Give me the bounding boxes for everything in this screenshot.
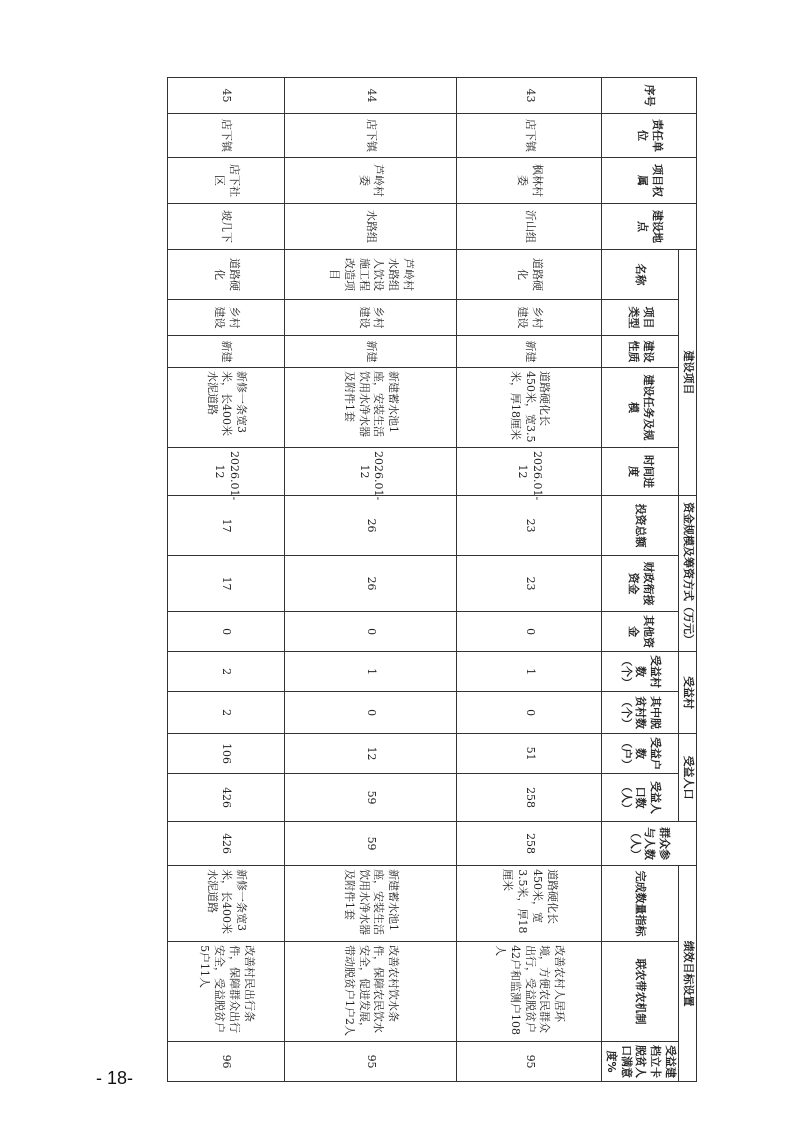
cell-content: 新建蓄水池1座，安装生活饮用水净水器及附件1套 (284, 368, 456, 448)
header-ownership: 项目权属 (601, 158, 696, 204)
cell-vill-count: 2 (168, 652, 285, 692)
cell-seq: 44 (284, 78, 456, 114)
header-group-project: 建设项目 (679, 250, 697, 496)
cell-population: 59 (284, 774, 456, 822)
cell-location: 坡几下 (168, 204, 285, 250)
cell-total: 17 (168, 496, 285, 556)
cell-satisfaction: 95 (457, 1042, 602, 1082)
cell-location: 沂山组 (457, 204, 602, 250)
cell-content: 道路硬化长450米，宽3.5米，厚18厘米 (457, 368, 602, 448)
cell-time: 2026.01-12 (457, 448, 602, 496)
cell-vill-poor: 2 (168, 692, 285, 734)
header-vill-count: 受益村数（个） (601, 652, 678, 692)
cell-mechanism: 改善村民出行条件，保障群众出行安全，受益脱贫户5户11人 (168, 942, 285, 1042)
header-fiscal: 财政衔接资金 (601, 556, 678, 612)
cell-other: 0 (168, 612, 285, 652)
cell-ownership: 店下社区 (168, 158, 285, 204)
header-participants: 群众参与人数（人） (601, 822, 696, 866)
cell-total: 23 (457, 496, 602, 556)
cell-time: 2026.01-12 (168, 448, 285, 496)
header-nature: 建设性质 (601, 336, 678, 368)
cell-fiscal: 26 (284, 556, 456, 612)
cell-unit: 店下镇 (168, 114, 285, 158)
cell-vill-poor: 0 (457, 692, 602, 734)
cell-unit: 店下镇 (457, 114, 602, 158)
cell-households: 106 (168, 734, 285, 774)
cell-output: 新修一条宽3米，长400米水泥道路 (168, 866, 285, 942)
cell-households: 51 (457, 734, 602, 774)
cell-nature: 新建 (168, 336, 285, 368)
cell-fiscal: 17 (168, 556, 285, 612)
cell-satisfaction: 96 (168, 1042, 285, 1082)
cell-location: 水路组 (284, 204, 456, 250)
header-group-village: 受益村 (679, 652, 697, 734)
header-time: 时间进度 (601, 448, 678, 496)
project-table (167, 77, 697, 1082)
cell-name: 道路硬化 (457, 250, 602, 300)
cell-satisfaction: 95 (284, 1042, 456, 1082)
cell-nature: 新建 (457, 336, 602, 368)
cell-nature: 新建 (284, 336, 456, 368)
header-total: 投资总额 (601, 496, 678, 556)
project-table-rotated (167, 77, 697, 1079)
header-content: 建设任务及规模 (601, 368, 678, 448)
cell-total: 26 (284, 496, 456, 556)
cell-output: 新建蓄水池1座，安装生活饮用水净水器及附件1套 (284, 866, 456, 942)
header-row-1 (679, 78, 697, 1082)
header-group-people: 受益人口 (679, 734, 697, 822)
header-other: 其他资金 (601, 612, 678, 652)
cell-population: 426 (168, 774, 285, 822)
cell-output: 道路硬化长450米，宽3.5米，厚18厘米 (457, 866, 602, 942)
cell-other: 0 (457, 612, 602, 652)
cell-content: 新修一条宽3米，长400米水泥道路 (168, 368, 285, 448)
table-row (457, 78, 602, 1082)
cell-mechanism: 改善农村饮水条件，保障农民饮水安全，促进发展，带动脱贫户1户2人 (284, 942, 456, 1042)
cell-vill-poor: 0 (284, 692, 456, 734)
cell-ownership: 芦岭村委 (284, 158, 456, 204)
header-group-funds: 资金规模及筹资方式（万元） (679, 496, 697, 652)
cell-participants: 258 (457, 822, 602, 866)
cell-population: 258 (457, 774, 602, 822)
header-population: 受益人口数（人） (601, 774, 678, 822)
header-group-perf: 绩效目标设置 (679, 866, 697, 1082)
page-number: - 18- (96, 1068, 134, 1088)
cell-participants: 59 (284, 822, 456, 866)
cell-seq: 43 (457, 78, 602, 114)
cell-vill-count: 1 (284, 652, 456, 692)
header-mechanism: 联农带农机制 (601, 942, 678, 1042)
cell-seq: 45 (168, 78, 285, 114)
cell-participants: 426 (168, 822, 285, 866)
header-name: 名称 (601, 250, 678, 300)
header-households: 受益户数（户） (601, 734, 678, 774)
cell-time: 2026.01-12 (284, 448, 456, 496)
cell-name: 道路硬化 (168, 250, 285, 300)
header-satisfaction: 受益建档立卡脱贫人口满意度% (601, 1042, 678, 1082)
table-row (168, 78, 285, 1082)
cell-mechanism: 改善农村人居环境，方便农民群众出行，受益脱贫户42户和监测户108人 (457, 942, 602, 1042)
cell-type: 乡村建设 (168, 300, 285, 336)
header-type: 项目类型 (601, 300, 678, 336)
header-unit: 责任单位 (601, 114, 696, 158)
cell-fiscal: 23 (457, 556, 602, 612)
cell-unit: 店下镇 (284, 114, 456, 158)
cell-vill-count: 1 (457, 652, 602, 692)
cell-name: 芦岭村水路组人饮设施工程改造项目 (284, 250, 456, 300)
cell-other: 0 (284, 612, 456, 652)
header-seq: 序号 (601, 78, 696, 114)
cell-ownership: 枫林村委 (457, 158, 602, 204)
header-output: 完成数量指标 (601, 866, 678, 942)
header-vill-poor: 其中脱贫村数（个） (601, 692, 678, 734)
cell-households: 12 (284, 734, 456, 774)
header-location: 建设地点 (601, 204, 696, 250)
cell-type: 乡村建设 (284, 300, 456, 336)
table-row (284, 78, 456, 1082)
cell-type: 乡村建设 (457, 300, 602, 336)
